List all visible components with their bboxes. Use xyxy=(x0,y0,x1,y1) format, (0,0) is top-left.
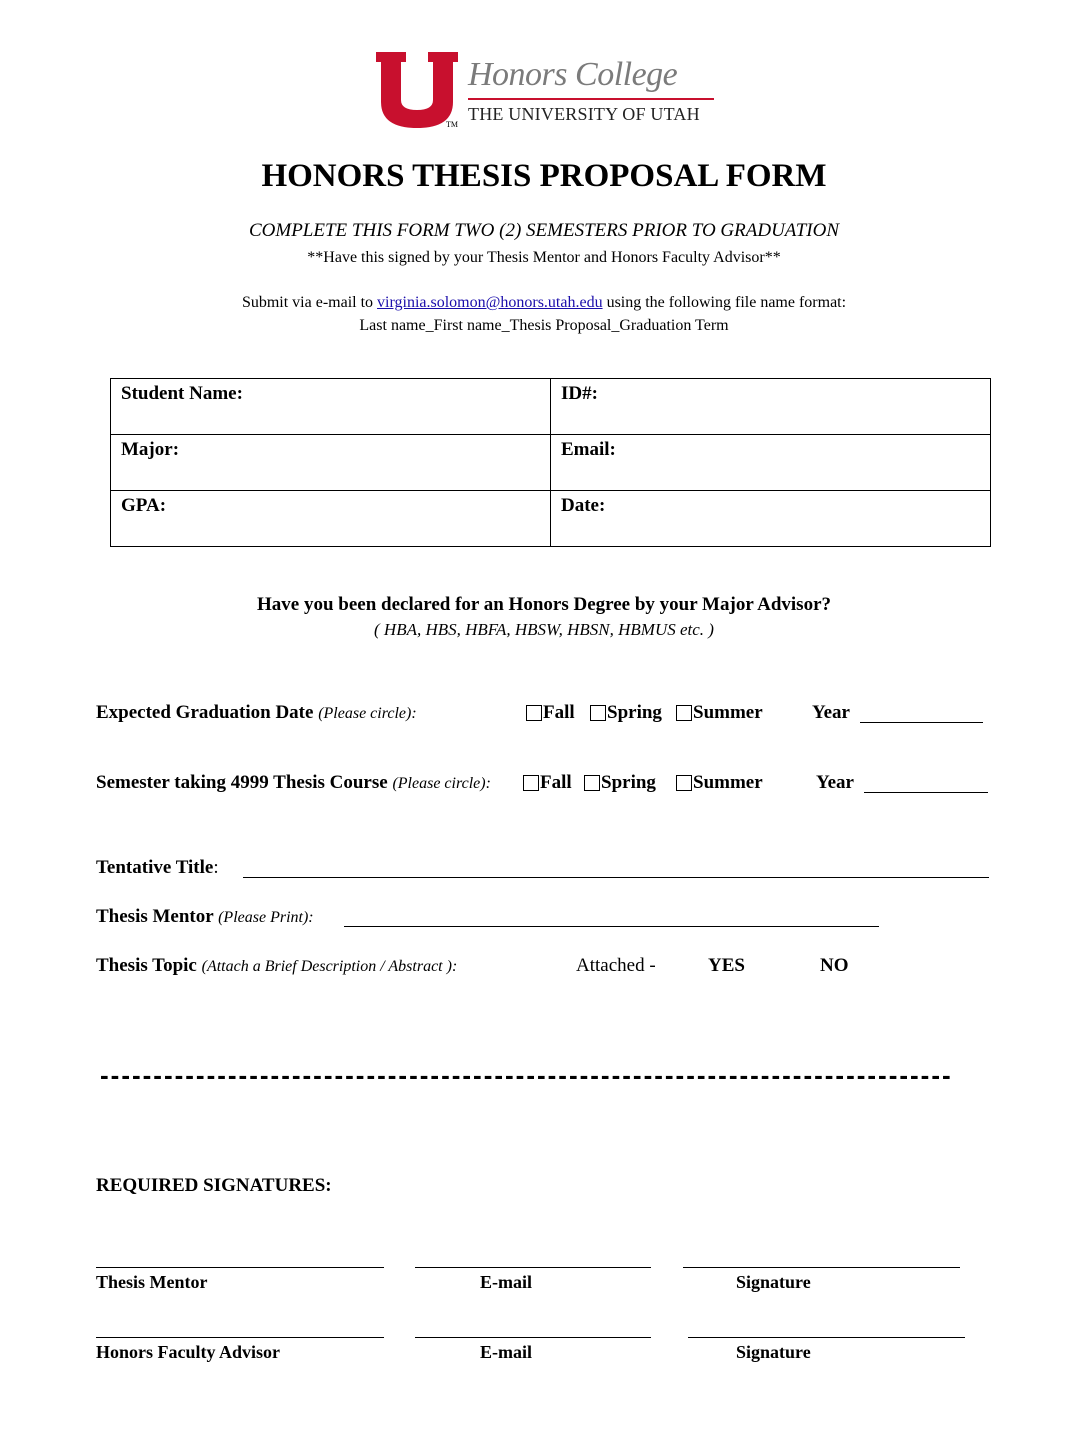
filename-format: Last name_First name_Thesis Proposal_Graduation Term xyxy=(359,317,729,334)
gpa-field[interactable]: GPA: xyxy=(111,491,551,547)
logo-subtitle: THE UNIVERSITY OF UTAH xyxy=(468,104,700,124)
tentative-title-label: Tentative Title: xyxy=(96,857,219,878)
submit-email-link[interactable]: virginia.solomon@honors.utah.edu xyxy=(377,294,603,311)
checkbox-icon[interactable] xyxy=(584,775,600,791)
required-signatures-heading: REQUIRED SIGNATURES: xyxy=(96,1175,332,1196)
advisor-role-label: Honors Faculty Advisor xyxy=(96,1342,281,1362)
graduation-date-label: Expected Graduation Date (Please circle): xyxy=(96,702,417,723)
logo-divider xyxy=(468,98,714,100)
mentor-email-line[interactable] xyxy=(415,1267,651,1268)
advisor-name-line[interactable] xyxy=(96,1337,384,1338)
mentor-signature-line[interactable] xyxy=(683,1267,960,1268)
mentor-email-label: E-mail xyxy=(480,1272,532,1292)
trademark-symbol: TM xyxy=(446,120,458,129)
thesis-mentor-hint: (Please Print) xyxy=(218,909,309,926)
attached-yes-option[interactable]: YES xyxy=(708,955,745,976)
thesis-course-year-field[interactable] xyxy=(864,770,988,793)
attached-label: Attached - xyxy=(576,955,656,976)
graduation-option-fall[interactable]: Fall xyxy=(526,702,575,724)
thesis-topic-hint: (Attach a Brief Description / Abstract ) xyxy=(201,958,452,975)
form-title: HONORS THESIS PROPOSAL FORM xyxy=(261,158,827,194)
student-name-field[interactable]: Student Name: xyxy=(111,379,551,435)
checkbox-icon[interactable] xyxy=(590,705,606,721)
submit-prefix: Submit via e-mail to xyxy=(241,294,378,311)
cut-line-divider: -------------------------------------------------------------------------------- xyxy=(100,1060,953,1090)
university-u-logo xyxy=(376,52,458,128)
checkbox-icon[interactable] xyxy=(676,775,692,791)
advisor-signature-label: Signature xyxy=(736,1342,811,1362)
major-field[interactable]: Major: xyxy=(111,435,551,491)
graduation-option-spring[interactable]: Spring xyxy=(590,702,662,724)
mentor-signature-label: Signature xyxy=(736,1272,811,1292)
logo-title: Honors College xyxy=(468,56,678,93)
graduation-year-label: Year xyxy=(812,702,850,723)
form-subtitle: COMPLETE THIS FORM TWO (2) SEMESTERS PRIOR TO GRADUATION xyxy=(248,220,839,241)
id-field[interactable]: ID#: xyxy=(551,379,991,435)
date-field[interactable]: Date: xyxy=(551,491,991,547)
thesis-course-option-summer[interactable]: Summer xyxy=(676,772,763,794)
advisor-email-label: E-mail xyxy=(480,1342,532,1362)
thesis-course-label: Semester taking 4999 Thesis Course (Please circle): xyxy=(96,772,491,793)
thesis-topic-label: Thesis Topic (Attach a Brief Description / Abstract ): xyxy=(96,955,458,976)
thesis-course-option-fall[interactable]: Fall xyxy=(523,772,572,794)
checkbox-icon[interactable] xyxy=(526,705,542,721)
signature-instruction: **Have this signed by your Thesis Mentor and Honors Faculty Advisor** xyxy=(307,249,781,266)
attached-no-option[interactable]: NO xyxy=(820,955,849,976)
degree-question: Have you been declared for an Honors Degree by your Major Advisor? xyxy=(256,594,832,615)
thesis-course-hint: (Please circle) xyxy=(392,775,486,792)
thesis-course-option-spring[interactable]: Spring xyxy=(584,772,656,794)
thesis-mentor-field[interactable] xyxy=(344,904,879,927)
graduation-year-field[interactable] xyxy=(860,700,983,723)
advisor-email-line[interactable] xyxy=(415,1337,651,1338)
thesis-mentor-label: Thesis Mentor (Please Print): xyxy=(96,906,314,927)
submit-instruction xyxy=(0,294,1088,312)
checkbox-icon[interactable] xyxy=(676,705,692,721)
student-info-table xyxy=(110,378,991,547)
graduation-hint: (Please circle) xyxy=(318,705,412,722)
mentor-name-line[interactable] xyxy=(96,1267,384,1268)
submit-suffix: using the following file name format: xyxy=(602,294,847,311)
advisor-signature-line[interactable] xyxy=(688,1337,965,1338)
mentor-role-label: Thesis Mentor xyxy=(96,1272,208,1292)
tentative-title-field[interactable] xyxy=(243,855,989,878)
degree-examples: ( HBA, HBS, HBFA, HBSW, HBSN, HBMUS etc. ) xyxy=(374,620,714,639)
checkbox-icon[interactable] xyxy=(523,775,539,791)
graduation-option-summer[interactable]: Summer xyxy=(676,702,763,724)
email-field[interactable]: Email: xyxy=(551,435,991,491)
thesis-course-year-label: Year xyxy=(816,772,854,793)
